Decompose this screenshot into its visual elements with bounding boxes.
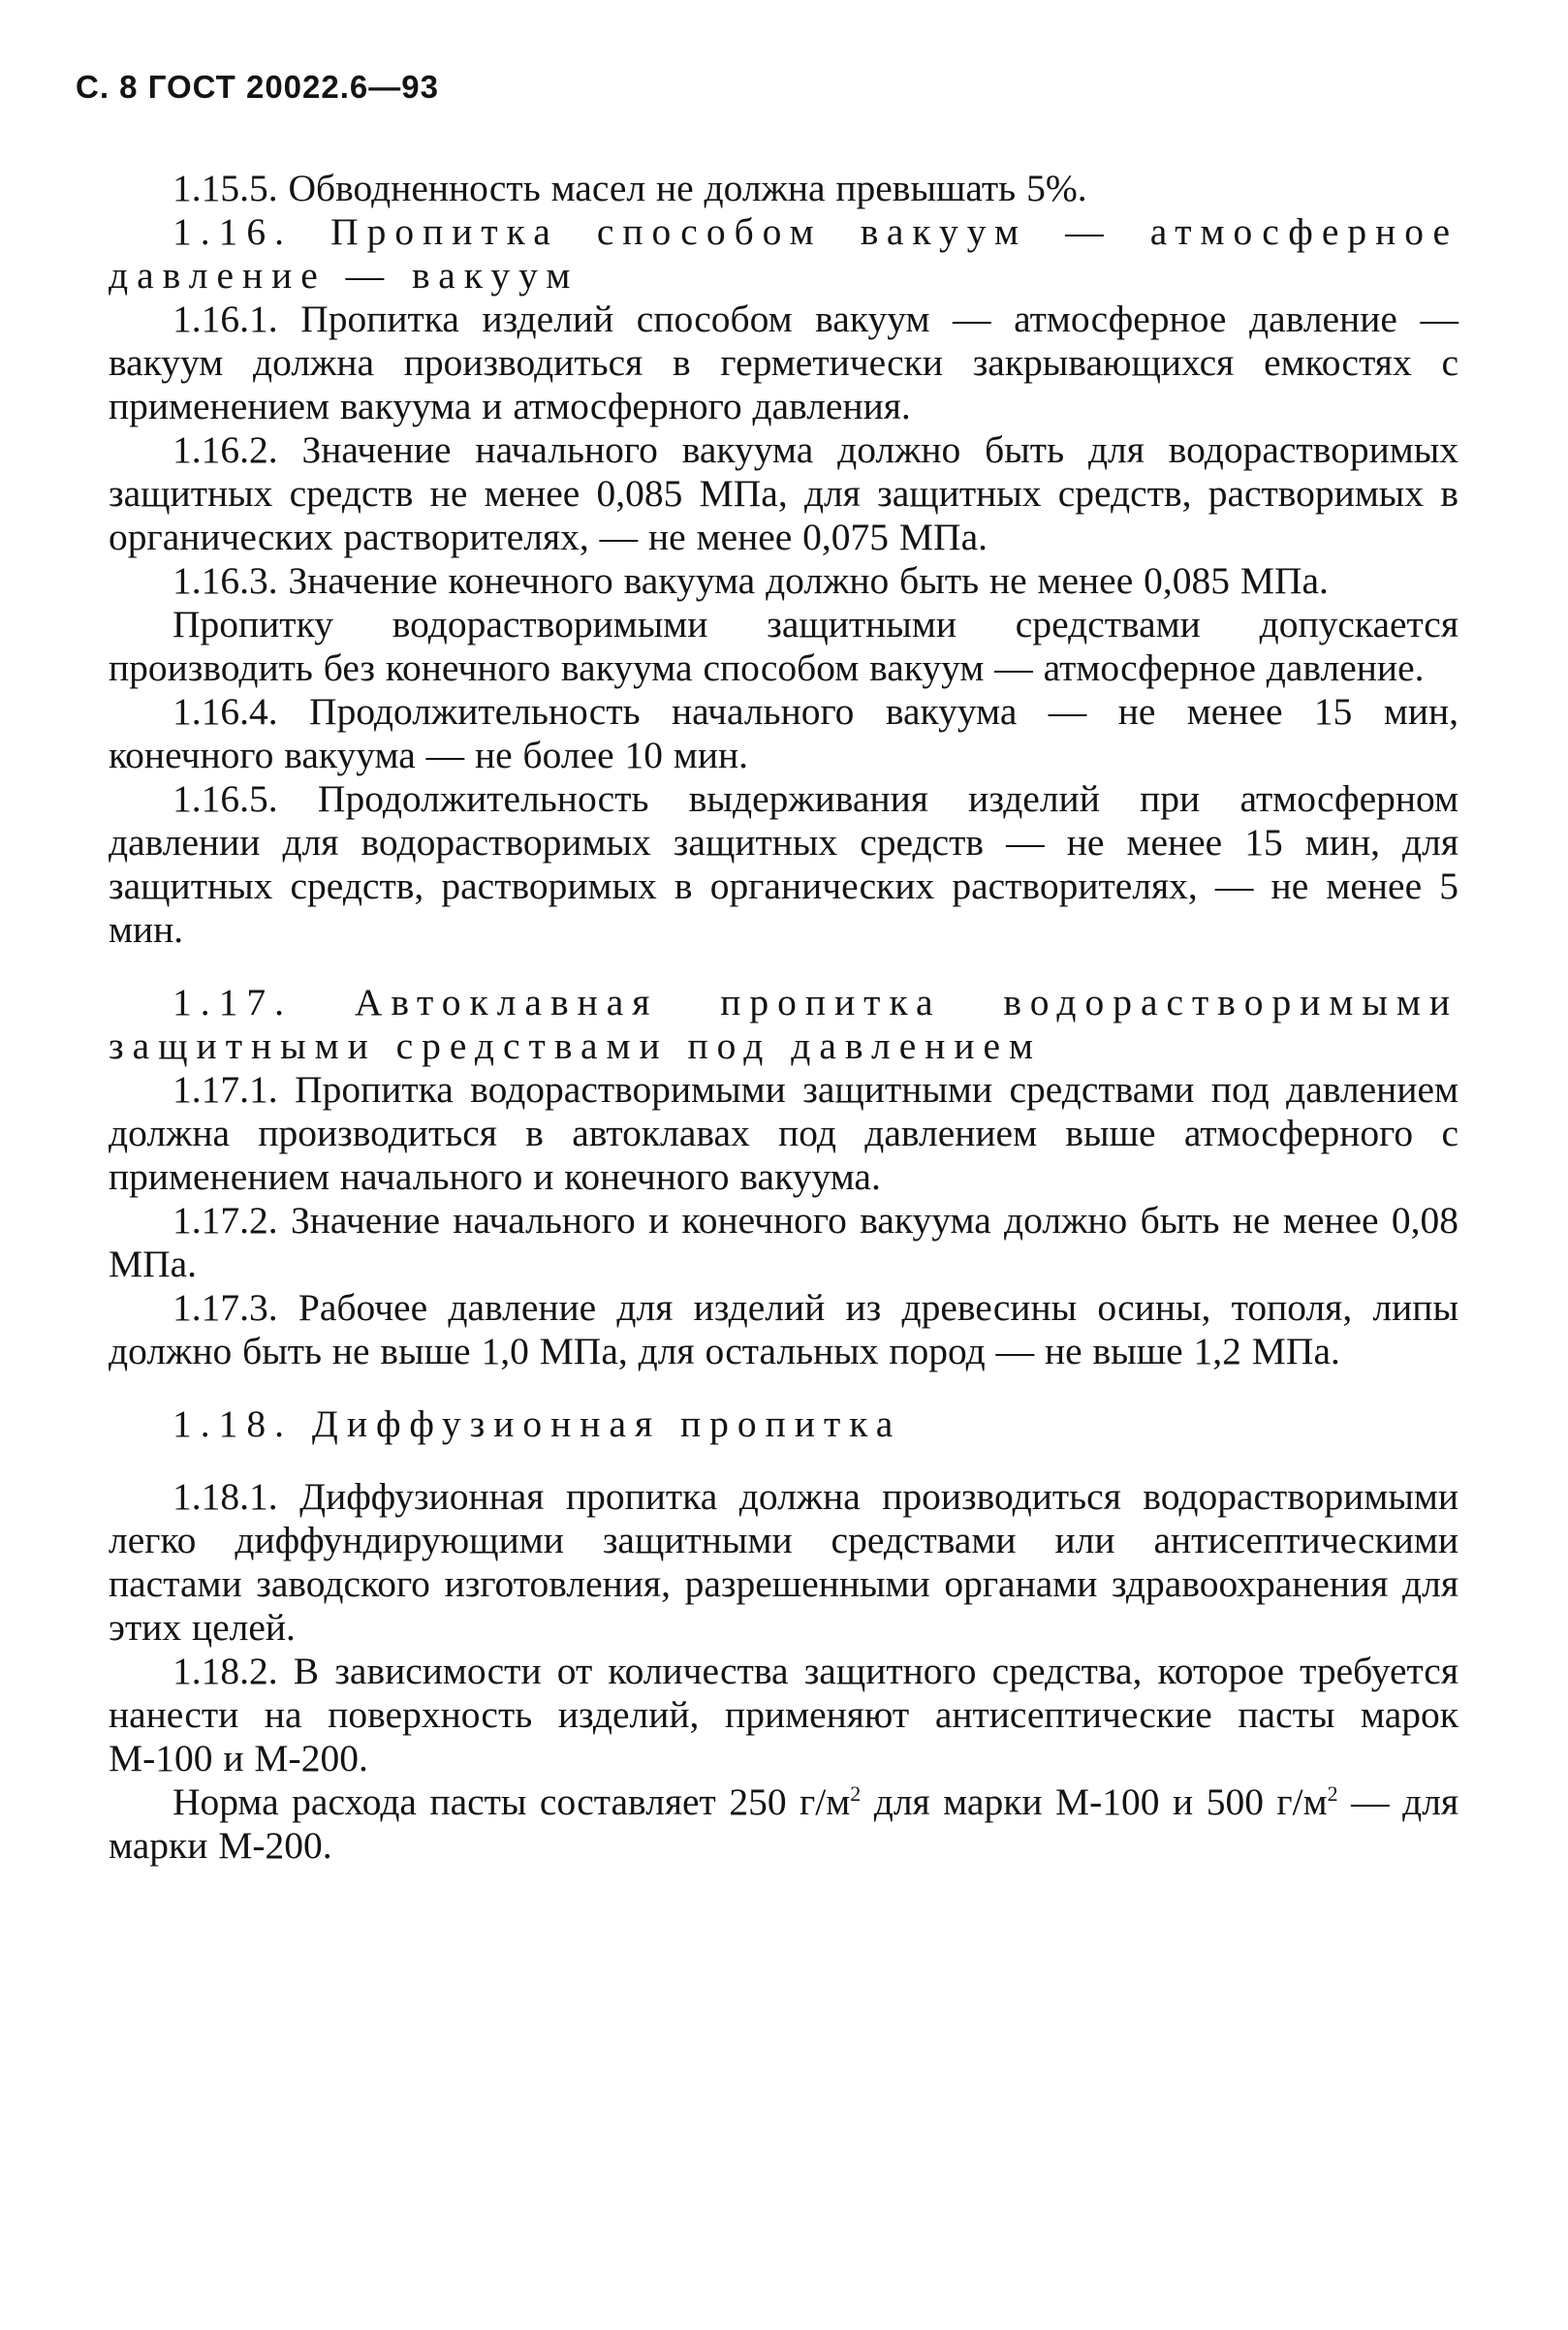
paste-norm-amount-2: 500 г/м xyxy=(1206,1780,1328,1823)
paragraph-1-16-5: 1.16.5. Продолжительность выдерживания изделий при атмосферном давлении для водорастворимых защитных средств — не менее 15 мин, для защитных средств, растворимых в органических растворителях, — не менее 5 мин. xyxy=(109,777,1458,951)
paragraph-1-17-2: 1.17.2. Значение начального и конечного вакуума должно быть не менее 0,08 МПа. xyxy=(109,1199,1458,1285)
paragraph-1-17-3: 1.17.3. Рабочее давление для изделий из древесины осины, тополя, липы должно быть не выше 1,0 МПа, для остальных пород — не выше 1,2 МПа. xyxy=(109,1286,1458,1372)
section-heading-1-16: 1.16. Пропитка способом вакуум — атмосферное давление — вакуум xyxy=(109,210,1458,297)
paragraph-1-15-5: 1.15.5. Обводненность масел не должна превышать 5%. xyxy=(172,167,1087,209)
paragraph-1-18-1: 1.18.1. Диффузионная пропитка должна производиться водорастворимыми легко диффундирующими защитными средствами или антисептическими пастами заводского изготовления, разрешенными органами здравоохранения для этих целей. xyxy=(109,1475,1458,1649)
paragraph-1-16-3-note: Пропитку водорастворимыми защитными средствами допускается производить без конечного вакуума способом вакуум — атмосферное давление. xyxy=(109,603,1458,689)
paste-norm-prefix: Норма расхода пасты составляет xyxy=(172,1780,716,1823)
paste-norm-exponent-2: 2 xyxy=(1327,1781,1338,1806)
paragraph-1-17-1: 1.17.1. Пропитка водорастворимыми защитными средствами под давлением должна производиться в автоклавах под давлением выше атмосферного с применением начального и конечного вакуума. xyxy=(109,1068,1458,1198)
paragraph-1-16-3: 1.16.3. Значение конечного вакуума должно быть не менее 0,085 МПа. xyxy=(172,559,1329,602)
paste-norm-exponent-1: 2 xyxy=(850,1781,862,1806)
paragraph-paste-norm xyxy=(109,1780,1458,1868)
paste-norm-amount-1: 250 г/м xyxy=(729,1780,851,1823)
paste-norm-suffix: — для марки М-200. xyxy=(109,1780,1459,1867)
paragraph-1-16-1: 1.16.1. Пропитка изделий способом вакуум — атмосферное давление — вакуум должна производиться в герметически закрывающихся емкостях с применением вакуума и атмосферного давления. xyxy=(109,298,1458,427)
paste-norm-mid: для марки М-100 и xyxy=(873,1780,1194,1823)
page-header: С. 8 ГОСТ 20022.6—93 xyxy=(76,69,439,105)
paragraph-1-16-2: 1.16.2. Значение начального вакуума должно быть для водорастворимых защитных средств не менее 0,085 МПа, для защитных средств, растворимых в органических растворителях, — не менее 0,075 МПа. xyxy=(109,428,1458,558)
section-heading-1-18: 1.18. Диффузионная пропитка xyxy=(172,1402,902,1445)
section-heading-1-17: 1.17. Автоклавная пропитка водорастворимыми защитными средствами под давлением xyxy=(109,981,1458,1067)
document-body xyxy=(109,167,1458,1868)
paragraph-1-16-4: 1.16.4. Продолжительность начального вакуума — не менее 15 мин, конечного вакуума — не более 10 мин. xyxy=(109,690,1458,776)
paragraph-1-18-2: 1.18.2. В зависимости от количества защитного средства, которое требуется нанести на поверхность изделий, применяют антисептические пасты марок М-100 и М-200. xyxy=(109,1650,1458,1779)
